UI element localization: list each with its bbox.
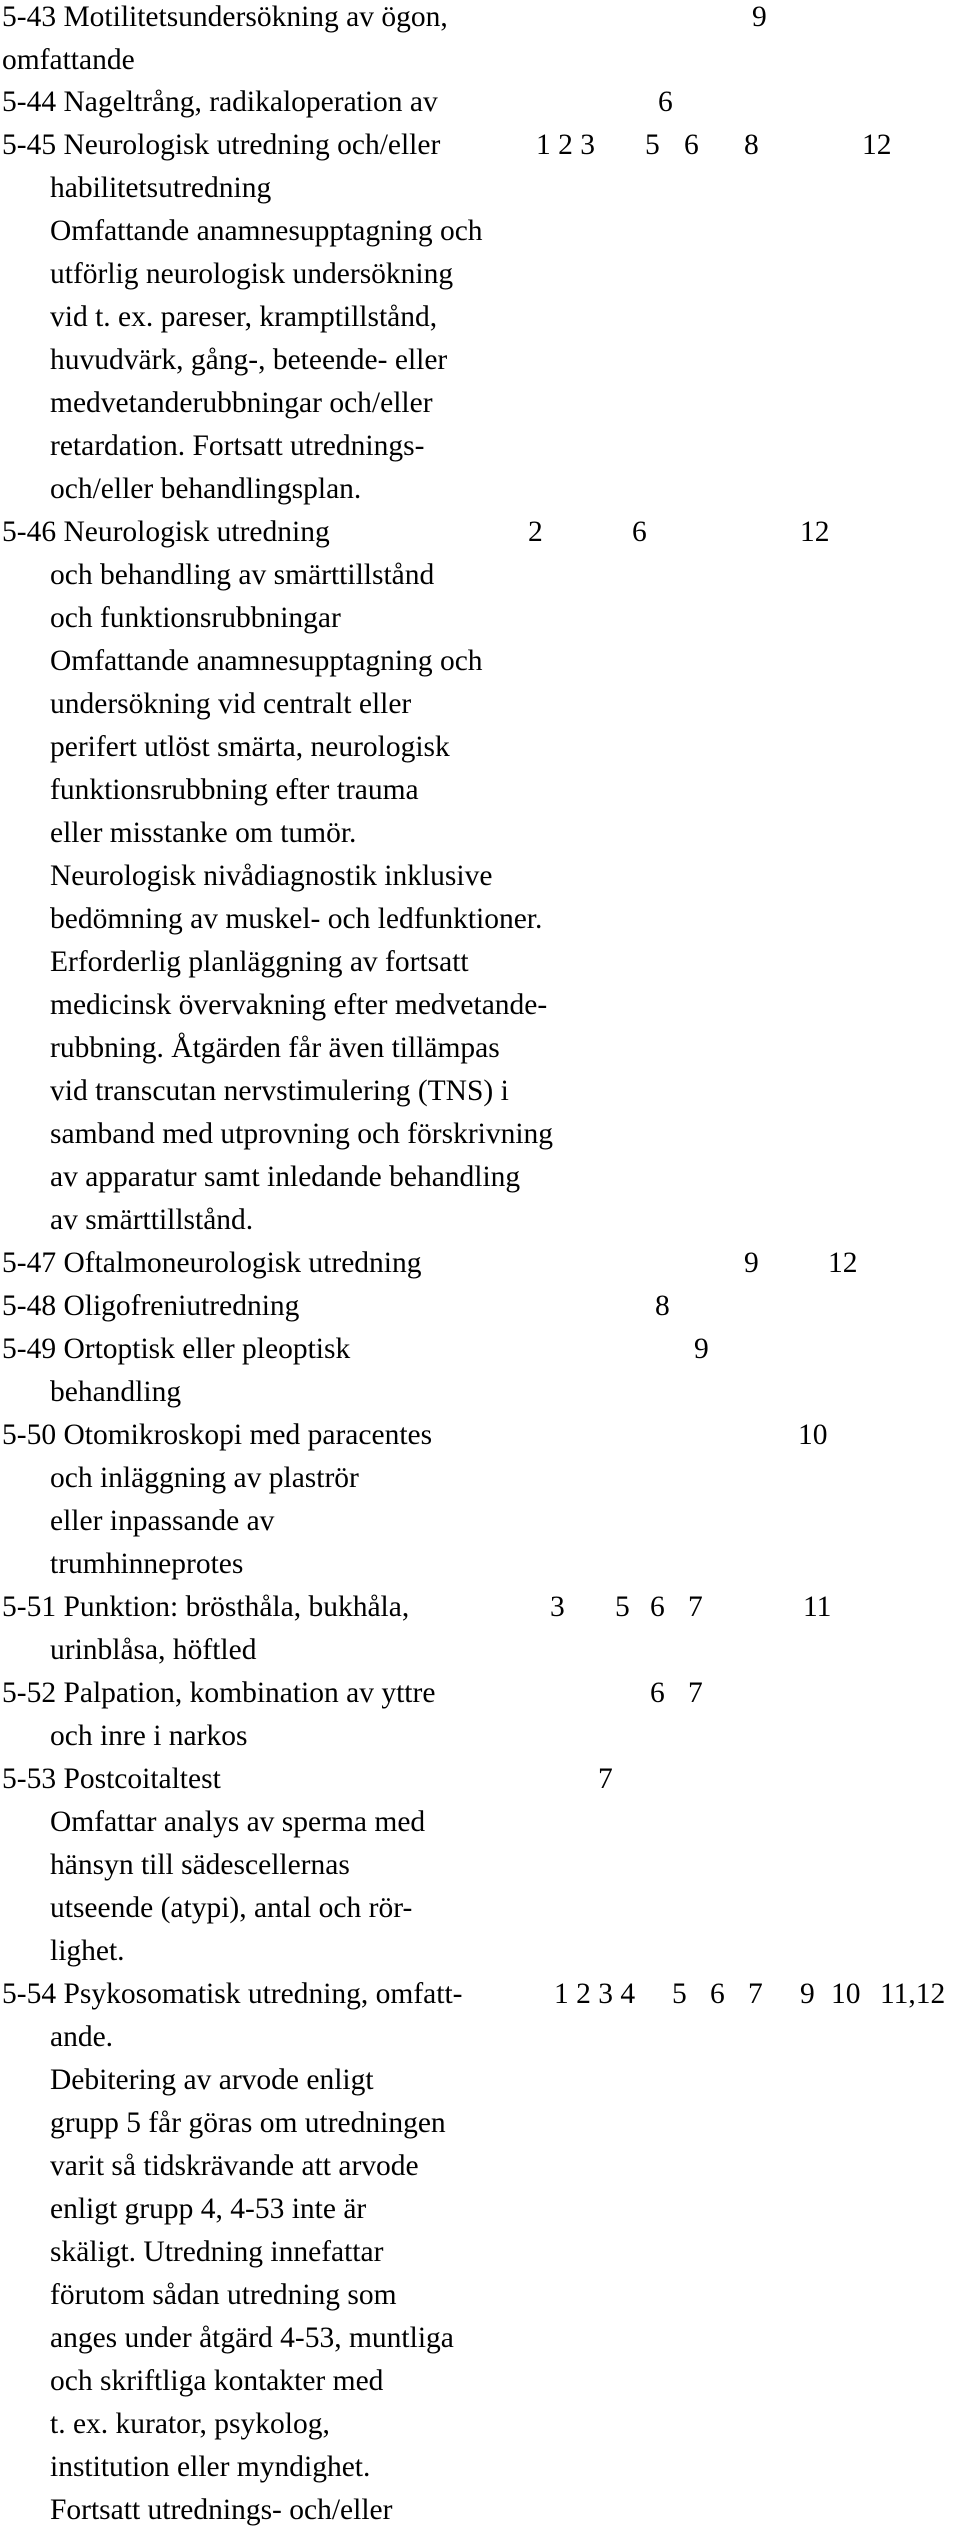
entry-text-line: retardation. Fortsatt utrednings-: [50, 430, 425, 462]
entry-text-line: behandling: [50, 1376, 182, 1408]
entry-text-line: och funktionsrubbningar: [50, 602, 341, 634]
group-number: 9: [744, 1247, 759, 1279]
entry-text-line: 5-44 Nageltrång, radikaloperation av: [2, 86, 438, 118]
entry-text-line: samband med utprovning och förskrivning: [50, 1118, 554, 1150]
group-number: 9: [800, 1978, 815, 2010]
entry-text-line: grupp 5 får göras om utredningen: [50, 2107, 446, 2139]
entry-text-line: omfattande: [2, 44, 135, 76]
group-number: 7: [598, 1763, 613, 1795]
group-number: 6: [650, 1591, 665, 1623]
entry-text-line: t. ex. kurator, psykolog,: [50, 2408, 330, 2440]
group-number: 11,12: [880, 1978, 946, 2010]
entry-text-line: bedömning av muskel- och ledfunktioner.: [50, 903, 543, 935]
group-number: 8: [655, 1290, 670, 1322]
entry-text-line: 5-47 Oftalmoneurologisk utredning: [2, 1247, 422, 1279]
group-number: 5: [672, 1978, 687, 2010]
group-number: 2: [528, 516, 543, 548]
entry-text-line: habilitetsutredning: [50, 172, 272, 204]
group-number: 7: [748, 1978, 763, 2010]
entry-text-line: hänsyn till sädescellernas: [50, 1849, 350, 1881]
entry-text-line: eller misstanke om tumör.: [50, 817, 357, 849]
group-number: 12: [828, 1247, 858, 1279]
entry-text-line: Omfattande anamnesupptagning och: [50, 215, 483, 247]
entry-text-line: 5-43 Motilitetsundersökning av ögon,: [2, 1, 448, 33]
entry-text-line: Erforderlig planläggning av fortsatt: [50, 946, 469, 978]
group-number: 10: [798, 1419, 828, 1451]
entry-text-line: 5-45 Neurologisk utredning och/eller: [2, 129, 441, 161]
entry-text-line: och inre i narkos: [50, 1720, 248, 1752]
entry-text-line: 5-52 Palpation, kombination av yttre: [2, 1677, 436, 1709]
entry-text-line: utseende (atypi), antal och rör-: [50, 1892, 413, 1924]
group-number: 1 2 3: [536, 129, 595, 161]
group-number: 1 2 3 4: [554, 1978, 636, 2010]
entry-text-line: och skriftliga kontakter med: [50, 2365, 384, 2397]
entry-text-line: 5-51 Punktion: brösthåla, bukhåla,: [2, 1591, 410, 1623]
group-number: 5: [615, 1591, 630, 1623]
entry-text-line: vid t. ex. pareser, kramptillstånd,: [50, 301, 438, 333]
group-number: 6: [710, 1978, 725, 2010]
group-number: 5: [645, 129, 660, 161]
entry-text-line: och inläggning av plaströr: [50, 1462, 359, 1494]
entry-text-line: varit så tidskrävande att arvode: [50, 2150, 419, 2182]
entry-text-line: 5-49 Ortoptisk eller pleoptisk: [2, 1333, 351, 1365]
entry-text-line: rubbning. Åtgärden får även tillämpas: [50, 1032, 500, 1064]
entry-text-line: förutom sådan utredning som: [50, 2279, 397, 2311]
group-number: 9: [752, 1, 767, 33]
group-number: 12: [862, 129, 892, 161]
group-number: 10: [831, 1978, 861, 2010]
entry-text-line: perifert utlöst smärta, neurologisk: [50, 731, 450, 763]
group-number: 3: [550, 1591, 565, 1623]
entry-text-line: trumhinneprotes: [50, 1548, 244, 1580]
group-number: 6: [684, 129, 699, 161]
entry-text-line: 5-46 Neurologisk utredning: [2, 516, 330, 548]
entry-text-line: vid transcutan nervstimulering (TNS) i: [50, 1075, 509, 1107]
entry-text-line: och behandling av smärttillstånd: [50, 559, 435, 591]
entry-text-line: eller inpassande av: [50, 1505, 275, 1537]
entry-text-line: lighet.: [50, 1935, 125, 1967]
entry-text-line: urinblåsa, höftled: [50, 1634, 257, 1666]
entry-text-line: anges under åtgärd 4-53, muntliga: [50, 2322, 454, 2354]
group-number: 12: [800, 516, 830, 548]
entry-text-line: Neurologisk nivådiagnostik inklusive: [50, 860, 493, 892]
group-number: 11: [803, 1591, 832, 1623]
entry-text-line: Omfattande anamnesupptagning och: [50, 645, 483, 677]
entry-text-line: institution eller myndighet.: [50, 2451, 371, 2483]
entry-text-line: 5-54 Psykosomatisk utredning, omfatt-: [2, 1978, 463, 2010]
entry-text-line: Omfattar analys av sperma med: [50, 1806, 426, 1838]
entry-text-line: 5-50 Otomikroskopi med paracentes: [2, 1419, 433, 1451]
entry-text-line: av smärttillstånd.: [50, 1204, 254, 1236]
entry-text-line: Fortsatt utrednings- och/eller: [50, 2494, 393, 2526]
entry-text-line: medvetanderubbningar och/eller: [50, 387, 433, 419]
group-number: 6: [650, 1677, 665, 1709]
entry-text-line: 5-53 Postcoitaltest: [2, 1763, 221, 1795]
group-number: 6: [632, 516, 647, 548]
group-number: 8: [744, 129, 759, 161]
entry-text-line: Debitering av arvode enligt: [50, 2064, 374, 2096]
entry-text-line: skäligt. Utredning innefattar: [50, 2236, 384, 2268]
entry-text-line: enligt grupp 4, 4-53 inte är: [50, 2193, 367, 2225]
group-number: 7: [688, 1591, 703, 1623]
entry-text-line: av apparatur samt inledande behandling: [50, 1161, 521, 1193]
entry-text-line: utförlig neurologisk undersökning: [50, 258, 454, 290]
entry-text-line: ande.: [50, 2021, 114, 2053]
group-number: 7: [688, 1677, 703, 1709]
group-number: 6: [658, 86, 673, 118]
entry-text-line: huvudvärk, gång-, beteende- eller: [50, 344, 448, 376]
entry-text-line: funktionsrubbning efter trauma: [50, 774, 419, 806]
entry-text-line: 5-48 Oligofreniutredning: [2, 1290, 300, 1322]
entry-text-line: undersökning vid centralt eller: [50, 688, 412, 720]
entry-text-line: medicinsk övervakning efter medvetande-: [50, 989, 548, 1021]
entry-text-line: och/eller behandlingsplan.: [50, 473, 362, 505]
group-number: 9: [694, 1333, 709, 1365]
